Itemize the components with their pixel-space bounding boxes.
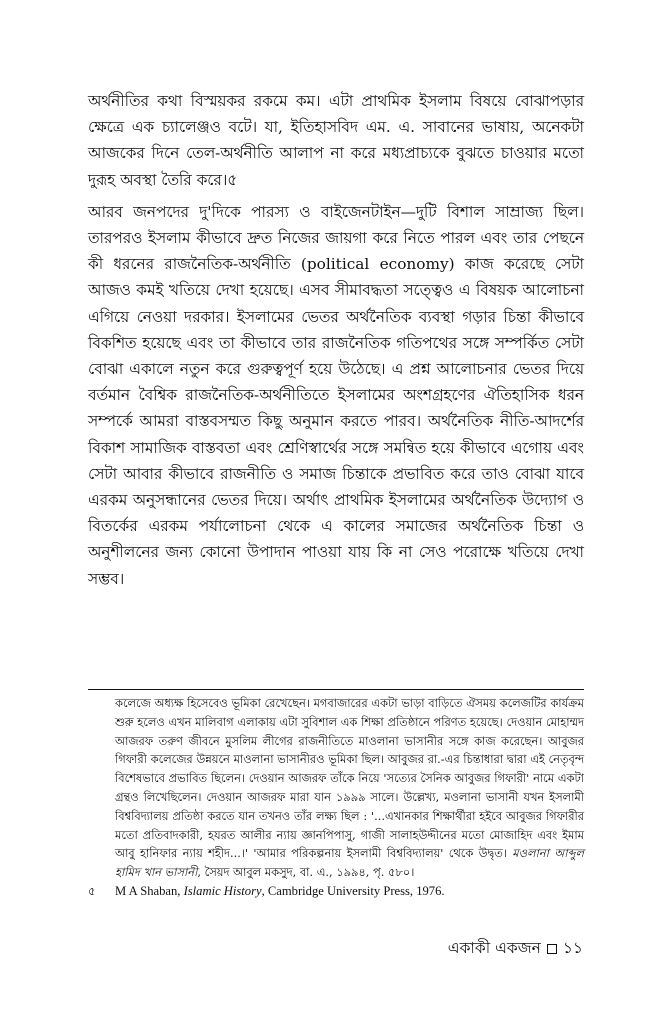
- paragraph-1: অর্থনীতির কথা বিস্ময়কর রকমে কম। এটা প্রাথমিক ইসলাম বিষয়ে বোঝাপড়ার ক্ষেত্রে এক চ্যালেঞ্জও বটে। যা, ইতিহাসবিদ এম. এ. সাবানের ভাষায়, অনেকটা আজকের দিনে তেল-অর্থনীতি আলাপ না করে মধ্যপ্রাচ্যকে বুঝতে চাওয়ার মতো দুরূহ অবস্থা তৈরি করে।৫: [88, 92, 584, 189]
- paragraph-2: আরব জনপদের দু'দিকে পারস্য ও বাইজেনটাইন—দুটি বিশাল সাম্রাজ্য ছিল। তারপরও ইসলাম কীভাবে দ্রুত নিজের জায়গা করে নিতে পারল এবং তার পেছনে কী ধরনের রাজনৈতিক-অর্থনীতি (political economy) কাজ করেছে সেটা আজও কমই খতিয়ে দেখা হয়েছে। এসব সীমাবদ্ধতা সত্ত্বেও এ বিষয়ক আলোচনা এগিয়ে নেওয়া দরকার। ইসলামের ভেতর অর্থনৈতিক ব্যবস্থা গড়ার চিন্তা কীভাবে বিকশিত হয়েছে এবং তা কীভাবে তার রাজনৈতিক গতিপথের সঙ্গে সম্পর্কিত সেটা বোঝা একালে নতুন করে গুরুত্বপূর্ণ হয়ে উঠেছে। এ প্রশ্ন আলোচনার ভেতর দিয়ে বর্তমান বৈশ্বিক রাজনৈতিক-অর্থনীতিতে ইসলামের অংশগ্রহণের ঐতিহাসিক ধরন সম্পর্কে আমরা বাস্তবসম্মত কিছু অনুমান করতে পারব। অর্থনৈতিক নীতি-আদর্শের বিকাশ সামাজিক বাস্তবতা এবং শ্রেণিস্বার্থের সঙ্গে সমন্বিত হয়ে কীভাবে এগোয় এবং সেটা আবার কীভাবে রাজনীতি ও সমাজ চিন্তাকে প্রভাবিত করে তাও বোঝা যাবে এরকম অনুসন্ধানের ভেতর দিয়ে। অর্থাৎ প্রাথমিক ইসলামের অর্থনৈতিক উদ্যোগ ও বিতর্কের এরকম পর্যালোচনা থেকে এ কালের সমাজের অর্থনৈতিক চিন্তা ও অনুশীলনের জন্য কোনো উপাদান পাওয়া যায় কি না সেও পরোক্ষে খতিয়ে দেখা সম্ভব।: [88, 202, 584, 588]
- book-title: একাকী একজন: [447, 939, 541, 957]
- footnote-5-publisher: , Cambridge University Press, 1976.: [261, 883, 445, 898]
- footnotes: [88, 694, 584, 901]
- footnote-5-text: [115, 882, 584, 901]
- page-number: ১১: [562, 939, 583, 957]
- running-footer: [448, 936, 583, 962]
- main-text: [88, 88, 584, 598]
- citation-book-title: মওলানা আব্দুল হামিদ খান ভাসানী: [115, 846, 585, 880]
- square-ornament-icon: [547, 944, 557, 954]
- footnote-5-title: Islamic History: [183, 883, 262, 898]
- footnote-continuation: [115, 694, 584, 882]
- footnote-5: [88, 882, 584, 901]
- footnote-continuation-text: কলেজে অধ্যক্ষ হিসেবেও ভূমিকা রেখেছেন। মগবাজারের একটা ভাড়া বাড়িতে ঐসময় কলেজটির কার্যক্রম শুরু হলেও এখন মালিবাগ এলাকায় এটা সুবিশাল এক শিক্ষা প্রতিষ্ঠানে পরিণত হয়েছে। দেওয়ান মোহাম্মদ আজরফ তরুণ জীবনে মুসলিম লীগের রাজনীতিতে মাওলানা ভাসানীর সঙ্গে কাজ করেছেন। আবুজর গিফারী কলেজের উন্নয়নে মাওলানা ভাসানীরও ভূমিকা ছিল। আবুজর রা.-এর চিন্তাধারা দ্বারা এই নেতৃবৃন্দ বিশেষভাবে প্রভাবিত ছিলেন। দেওয়ান আজরফ তাঁকে নিয়ে 'সত্যের সৈনিক আবুজর গিফারী' নামে একটা গ্রন্থও লিখেছিলেন। দেওয়ান আজরফ মারা যান ১৯৯৯ সালে। উল্লেখ্য, মওলানা ভাসানী যখন ইসলামী বিশ্ববিদ্যালয় প্রতিষ্ঠা করতে যান তখনও তাঁর লক্ষ্য ছিল : '...এখানকার শিক্ষার্থীরা হইবে আবুজর গিফারীর মতো প্রতিবাদকারী, হযরত আলীর ন্যায় জ্ঞানপিপাসু, গাজী সালাহউদ্দীনের মতো মোজাহিদ এবং ইমাম আবু হানিফার ন্যায় শহীদ...।' 'আমার পরিকল্পনায় ইসলামী বিশ্ববিদ্যালয়' থেকে উদ্বৃত।: [115, 696, 584, 861]
- citation-details: , সৈয়দ আবুল মকসুদ, বা. এ., ১৯৯৪, পৃ. ৫৮০।: [197, 865, 415, 880]
- footnote-5-number: ৫: [88, 883, 96, 898]
- footnote-divider: [88, 689, 584, 690]
- footnote-5-author: M A Shaban,: [115, 883, 184, 898]
